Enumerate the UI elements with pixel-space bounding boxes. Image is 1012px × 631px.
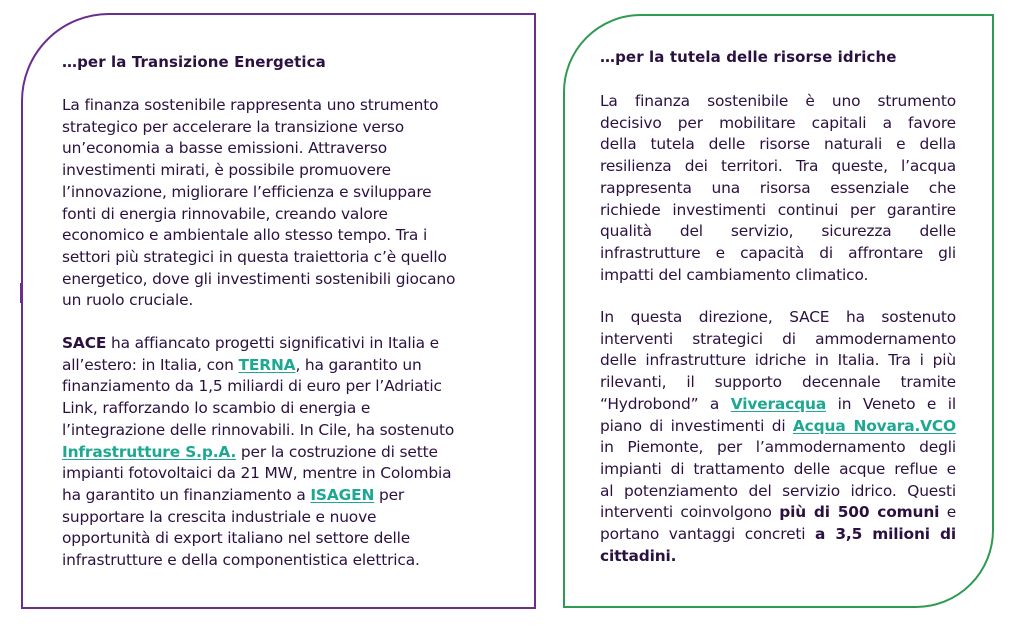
text-line: rilevanti, il supporto decennale tramite [600,373,956,392]
text-line: infrastrutture e capacità di affrontare gli [600,243,956,262]
infrastrutture-spa-link[interactable]: Infrastrutture S.p.A. [62,442,237,461]
viveracqua-link[interactable]: Viveracqua [730,394,827,413]
text-line: in Piemonte, per l’ammodernamento degli [600,438,956,457]
text-line: fonti di energia rinnovabile, creando valore [62,204,388,223]
text-line: portano vantaggi concreti a 3,5 milioni di [600,525,956,544]
text-line: strategico per accelerare la transizione verso [62,117,405,136]
water-card-title: …per la tutela delle risorse idriche [600,48,897,66]
text-line: un ruolo cruciale. [62,291,194,310]
text-line: finanziamento da 1,5 miliardi di euro per l’Adriatic [62,377,442,396]
acqua-novara-vco-link[interactable]: Acqua Novara.VCO [792,416,956,435]
text-line: Link, rafforzando lo scambio di energia e [62,399,371,418]
energy-projects-paragraph [62,333,492,572]
text-line: “Hydrobond” a Viveracqua in Veneto e il [600,394,956,413]
text-line: opportunità di export italiano nel settore delle [62,529,411,548]
text-line: decisivo per mobilitare capitali a favore [600,113,956,132]
water-projects-paragraph [600,307,956,567]
text-line: economico e ambientale allo stesso tempo. Tra i [62,226,428,245]
energy-transition-card [21,13,536,609]
text-line: richiede investimenti continui per garantire [600,200,956,219]
text-line: Infrastrutture S.p.A. per la costruzione di sette [62,442,438,461]
text-line: impatti del cambiamento climatico. [600,265,869,284]
text-line: investimenti mirati, è possibile promuovere [62,161,391,180]
energy-intro-paragraph [62,95,492,312]
text-line: delle infrastrutture idriche in Italia. Tra i più [600,351,956,370]
text-line: La finanza sostenibile rappresenta uno strumento [62,96,439,114]
text-line: piano di investimenti di Acqua Novara.VCO [600,416,956,435]
text-line: un’economia a basse emissioni. Attraverso [62,139,387,158]
text-line: qualità del servizio, sicurezza delle [600,222,956,241]
text-line: interventi coinvolgono più di 500 comuni e [600,503,957,522]
text-line: l’innovazione, migliorare l’efficienza e sviluppare [62,182,432,201]
text-line: all’estero: in Italia, con TERNA, ha garantito un [62,355,422,374]
text-line: l’integrazione delle rinnovabili. In Cile, ha sostenuto [62,420,455,439]
text-line: resilienza dei territori. Tra queste, l’acqua [600,157,956,176]
text-line: interventi strategici di ammodernamento [600,329,956,348]
text-line: della tutela delle risorse naturali e della [600,135,956,154]
water-intro-paragraph [600,91,956,286]
text-line: settori più strategici in questa traiettoria c’è quello [62,247,447,266]
text-line: La finanza sostenibile è uno strumento [600,92,956,110]
terna-link[interactable]: TERNA [238,355,296,374]
comuni-highlight: più di 500 comuni [779,503,940,522]
text-line: impianti fotovoltaici da 21 MW, mentre in Colombia [62,464,452,483]
sace-label: SACE [62,334,107,352]
text-line [600,546,956,568]
text-line: energetico, dove gli investimenti sostenibili giocano [62,269,456,288]
text-line: infrastrutture e della componentistica elettrica. [62,551,420,570]
card-edge-marker [20,283,23,303]
text-line: ha garantito un finanziamento a ISAGEN per [62,485,405,504]
text-line: supportare la crescita industriale e nuove [62,507,377,526]
text-line: impianti di trattamento delle acque reflue e [600,459,956,478]
text-line: rappresenta una risorsa essenziale che [600,178,956,197]
milioni-highlight: a 3,5 milioni di [815,525,956,544]
isagen-link[interactable]: ISAGEN [310,485,375,504]
energy-card-title: …per la Transizione Energetica [62,53,326,71]
water-resources-card [563,14,994,608]
cittadini-highlight: cittadini. [600,546,677,565]
text-line: In questa direzione, SACE ha sostenuto [600,308,956,326]
text-line: SACE ha affiancato progetti significativi in Italia e [62,334,439,352]
text-line: al potenziamento del servizio idrico. Questi [600,481,956,500]
